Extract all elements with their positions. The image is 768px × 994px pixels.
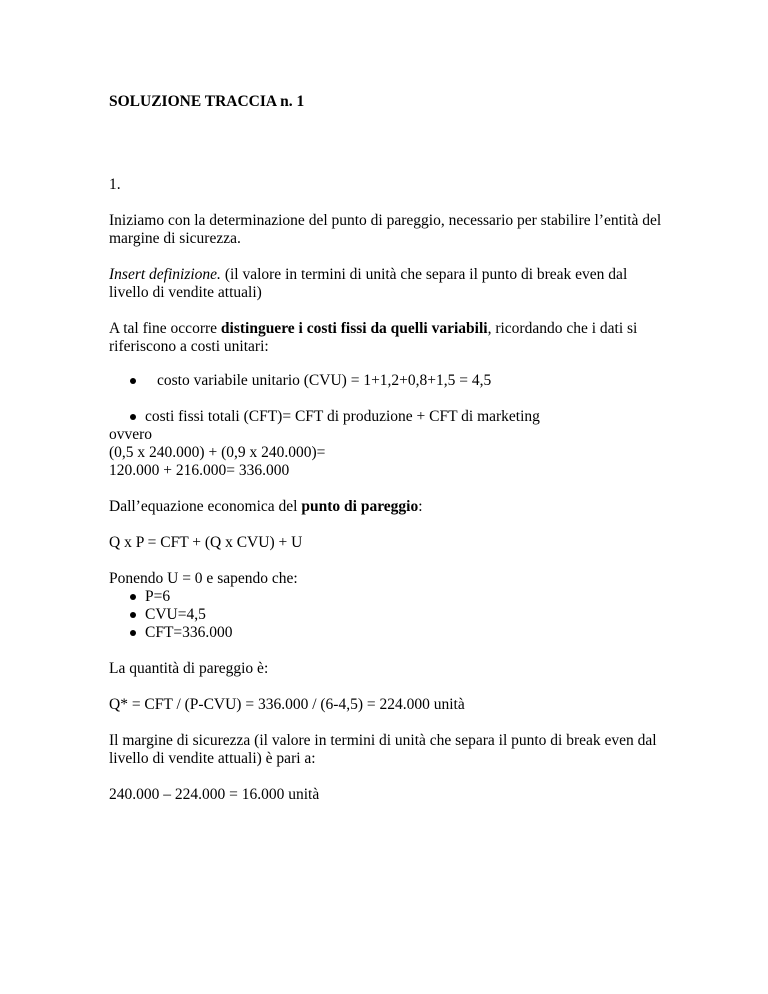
quantity-formula: Q* = CFT / (P-CVU) = 336.000 / (6-4,5) = 224.000 unità xyxy=(109,696,465,713)
bullet-cft: costi fissi totali (CFT)= CFT di produzione + CFT di marketing xyxy=(145,408,540,425)
costs-intro-line-1 xyxy=(109,320,637,338)
equation-intro-after: : xyxy=(418,498,423,515)
bullet-dot xyxy=(130,414,136,420)
equation-intro xyxy=(109,498,423,516)
definition-italic: Insert definizione. xyxy=(109,266,221,283)
equation-intro-bold: punto di pareggio xyxy=(301,498,419,515)
intro-line-1: Iniziamo con la determinazione del punto di pareggio, necessario per stabilire l’entità del xyxy=(109,212,662,229)
quantity-intro: La quantità di pareggio è: xyxy=(109,660,269,677)
bullet-p: P=6 xyxy=(145,588,171,605)
calc-line-2: 120.000 + 216.000= 336.000 xyxy=(109,462,290,479)
costs-intro-after: , ricordando che i dati si xyxy=(487,320,638,337)
section-number: 1. xyxy=(109,176,121,193)
equation: Q x P = CFT + (Q x CVU) + U xyxy=(109,534,303,551)
assumption-text: Ponendo U = 0 e sapendo che: xyxy=(109,570,298,587)
bullet-dot xyxy=(130,594,136,600)
equation-intro-before: Dall’equazione economica del xyxy=(109,498,302,515)
costs-intro-before: A tal fine occorre xyxy=(109,320,221,337)
bullet-dot xyxy=(130,612,136,618)
bullet-dot xyxy=(130,630,136,636)
costs-intro-line-2: riferiscono a costi unitari: xyxy=(109,338,269,355)
bullet-cvu: costo variabile unitario (CVU) = 1+1,2+0,8+1,5 = 4,5 xyxy=(157,372,492,389)
title-text: SOLUZIONE TRACCIA n. 1 xyxy=(109,93,305,110)
margin-line-1: Il margine di sicurezza (il valore in termini di unità che separa il punto di break even dal xyxy=(109,732,657,749)
bullet-cft-value: CFT=336.000 xyxy=(145,624,233,641)
document-title xyxy=(109,93,304,111)
bullet-cvu-value: CVU=4,5 xyxy=(145,606,206,623)
ovvero-text: ovvero xyxy=(109,426,153,443)
definition-line-1 xyxy=(109,266,627,284)
result-line: 240.000 – 224.000 = 16.000 unità xyxy=(109,786,320,803)
costs-intro-bold: distinguere i costi fissi da quelli variabili xyxy=(220,320,488,337)
calc-line-1: (0,5 x 240.000) + (0,9 x 240.000)= xyxy=(109,444,326,461)
definition-line-2: livello di vendite attuali) xyxy=(109,284,262,301)
intro-line-2: margine di sicurezza. xyxy=(109,230,241,247)
margin-line-2: livello di vendite attuali) è pari a: xyxy=(109,750,316,767)
bullet-dot xyxy=(130,378,136,384)
definition-text: (il valore in termini di unità che separa il punto di break even dal xyxy=(220,266,628,283)
